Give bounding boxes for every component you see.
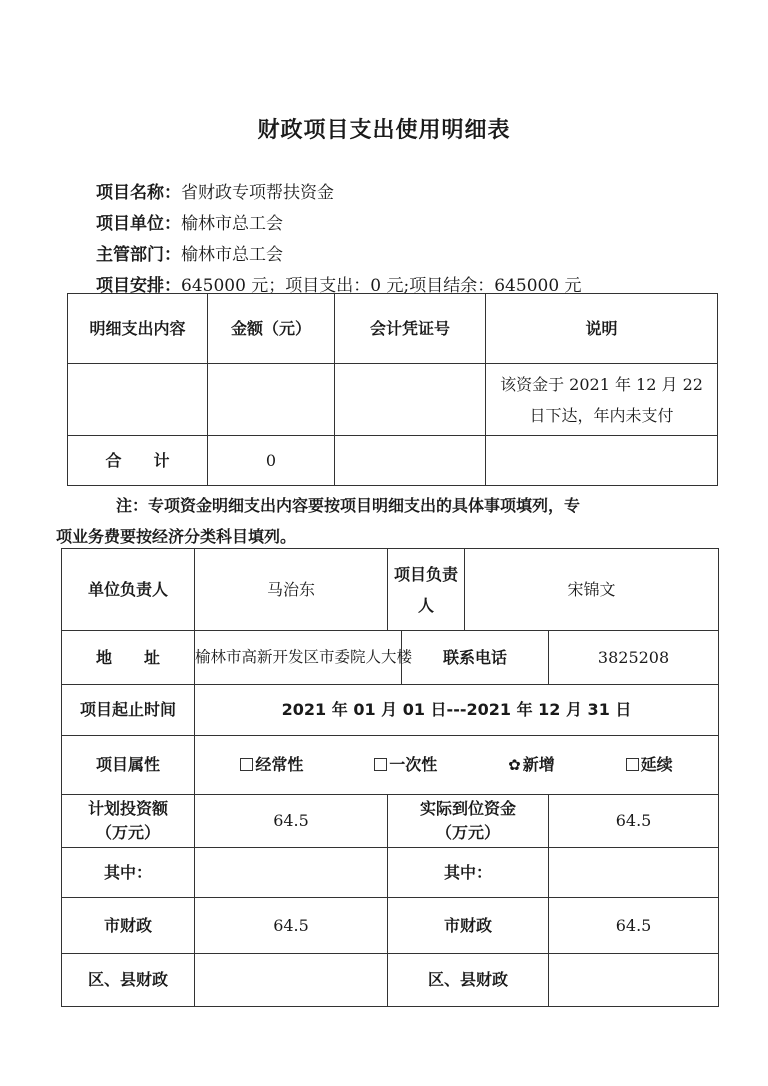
phone-value: 3825208	[549, 631, 719, 685]
city-label-right: 市财政	[388, 898, 549, 954]
project-name-label: 项目名称：	[96, 183, 181, 203]
city-value-left: 64.5	[195, 898, 388, 954]
period-row	[62, 685, 719, 736]
footnote-line-1: 注：专项资金明细支出内容要按项目明细支出的具体事项填列，专	[116, 496, 581, 515]
actual-label: 实际到位资金 （万元）	[388, 795, 549, 848]
arrangement-label: 项目安排：	[96, 276, 181, 296]
option-regular-label: 经常性	[255, 755, 304, 775]
attribute-label: 项目属性	[62, 736, 195, 795]
detail-row	[68, 364, 718, 436]
county-value-left	[195, 954, 388, 1007]
among-label-left: 其中：	[62, 848, 195, 898]
total-voucher	[335, 436, 486, 486]
option-regular[interactable]	[240, 752, 303, 778]
address-row	[62, 631, 719, 685]
address-value: 榆林市高新开发区市委院人大楼	[195, 631, 402, 685]
county-finance-row	[62, 954, 719, 1007]
project-head-label: 项目负责人	[388, 549, 465, 631]
attribute-row	[62, 736, 719, 795]
row-content	[68, 364, 208, 436]
among-label-right: 其中：	[388, 848, 549, 898]
gear-icon: ✿	[508, 756, 521, 775]
period-label: 项目起止时间	[62, 685, 195, 736]
page-title: 财政项目支出使用明细表	[257, 118, 511, 143]
unit-head-label: 单位负责人	[62, 549, 195, 631]
total-amount: 0	[208, 436, 335, 486]
among-row	[62, 848, 719, 898]
phone-label: 联系电话	[402, 631, 549, 685]
option-continued[interactable]	[626, 752, 673, 778]
header-amount: 金额（元）	[208, 294, 335, 364]
county-value-right	[549, 954, 719, 1007]
row-amount	[208, 364, 335, 436]
project-head-value: 宋锦文	[465, 549, 719, 631]
unit-head-value: 马治东	[195, 549, 388, 631]
footnote-line-2: 项业务费要按经济分类科目填列。	[56, 527, 297, 546]
total-label: 合 计	[68, 436, 208, 486]
footnote	[56, 490, 696, 552]
checkbox-icon	[626, 758, 639, 771]
option-continued-label: 延续	[640, 755, 673, 775]
dept-label: 主管部门：	[96, 245, 181, 265]
project-unit-line	[96, 209, 283, 234]
address-label: 地 址	[62, 631, 195, 685]
plan-label: 计划投资额 （万元）	[62, 795, 195, 848]
header-voucher: 会计凭证号	[335, 294, 486, 364]
county-label-right: 区、县财政	[388, 954, 549, 1007]
row-voucher	[335, 364, 486, 436]
attribute-options	[195, 736, 719, 795]
header-content: 明细支出内容	[68, 294, 208, 364]
checkbox-icon	[240, 758, 253, 771]
option-new-label: 新增	[522, 755, 555, 775]
investment-row	[62, 795, 719, 848]
checkbox-icon	[374, 758, 387, 771]
total-note	[486, 436, 718, 486]
among-value-left	[195, 848, 388, 898]
among-value-right	[549, 848, 719, 898]
actual-value: 64.5	[549, 795, 719, 848]
option-new[interactable]	[508, 752, 555, 778]
option-one-time-label: 一次性	[389, 755, 438, 775]
header-note: 说明	[486, 294, 718, 364]
dept-value: 榆林市总工会	[181, 245, 283, 265]
city-label-left: 市财政	[62, 898, 195, 954]
option-one-time[interactable]	[374, 752, 437, 778]
project-name-value: 省财政专项帮扶资金	[181, 183, 334, 203]
info-table	[61, 548, 719, 1007]
period-value: 2021 年 01 月 01 日---2021 年 12 月 31 日	[195, 685, 719, 736]
detail-header-row	[68, 294, 718, 364]
detail-table	[67, 293, 718, 486]
project-name-line	[96, 178, 334, 203]
plan-value: 64.5	[195, 795, 388, 848]
total-row	[68, 436, 718, 486]
dept-line	[96, 240, 283, 265]
city-value-right: 64.5	[549, 898, 719, 954]
city-finance-row	[62, 898, 719, 954]
project-unit-value: 榆林市总工会	[181, 214, 283, 234]
project-unit-label: 项目单位：	[96, 214, 181, 234]
responsible-row	[62, 549, 719, 631]
row-note: 该资金于 2021 年 12 月 22 日下达，年内未支付	[486, 364, 718, 436]
county-label-left: 区、县财政	[62, 954, 195, 1007]
arrangement-value: 645000 元；项目支出：0 元;项目结余：645000 元	[181, 276, 582, 296]
